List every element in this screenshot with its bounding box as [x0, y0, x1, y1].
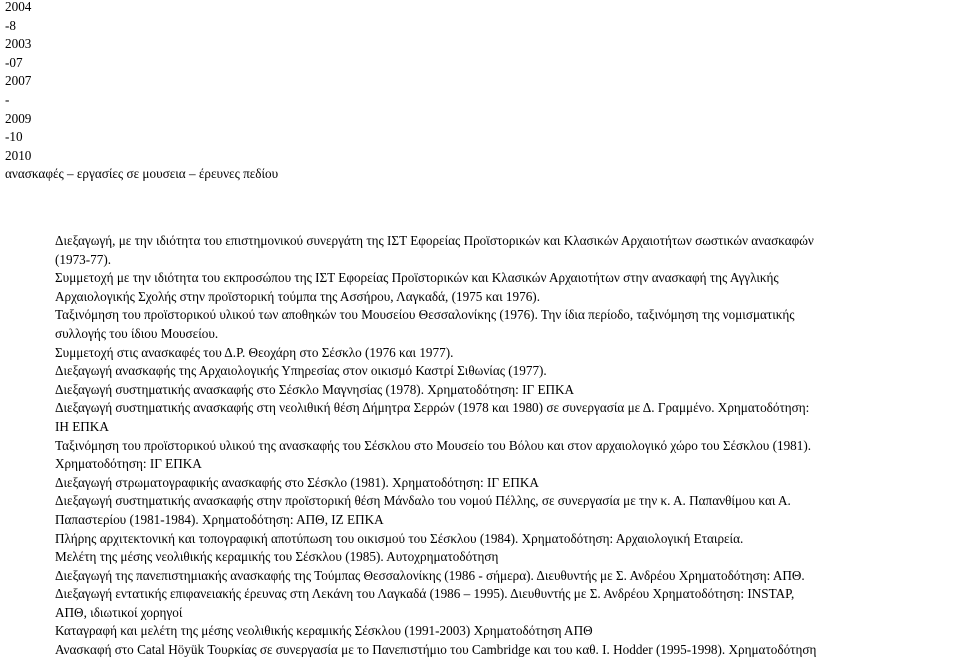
nav-separator[interactable]: -	[5, 91, 10, 107]
text-line: Διεξαγωγή εντατικής επιφανειακής έρευνας στη Λεκάνη του Λαγκαδά (1986 – 1995). Διευθυντής με Σ. Ανδρέου Χρηματοδότηση: INSTAP,	[55, 586, 795, 602]
text-line: Μελέτη της μέσης νεολιθικής κεραμικής του Σέσκλου (1985). Αυτοχρηματοδότηση	[55, 549, 499, 565]
text-line: Διεξαγωγή της πανεπιστημιακής ανασκαφής της Τούμπας Θεσσαλονίκης (1986 - σήμερα). Διευθυντής με Σ. Ανδρέου Χρηματοδότηση: ΑΠΘ.	[55, 567, 805, 583]
text-line: Αρχαιολογικής Σχολής στην προϊστορική τούμπα της Ασσήρου, Λαγκαδά, (1975 και 1976).	[55, 288, 540, 304]
nav-year-07[interactable]: -07	[5, 54, 23, 70]
text-line: Καταγραφή και μελέτη της μέσης νεολιθικής κεραμικής Σέσκλου (1991-2003) Χρηματοδότηση ΑΠΘ	[55, 623, 593, 639]
text-line: Συμμετοχή στις ανασκαφές του Δ.Ρ. Θεοχάρη στο Σέσκλο (1976 και 1977).	[55, 344, 454, 360]
text-line: Ταξινόμηση του προϊστορικού υλικού των αποθηκών του Μουσείου Θεσσαλονίκης (1976). Την ίδια περίοδο, ταξινόμηση της νομισματικής	[55, 307, 795, 323]
nav-year-2004[interactable]: 2004	[5, 0, 32, 14]
nav-year-2010[interactable]: 2010	[5, 147, 32, 163]
text-line: Πλήρης αρχιτεκτονική και τοπογραφική αποτύπωση του οικισμού του Σέσκλου (1984). Χρηματοδότηση: Αρχαιολογική Εταιρεία.	[55, 530, 744, 546]
text-line: ΙΗ ΕΠΚΑ	[55, 418, 109, 434]
nav-year-2007[interactable]: 2007	[5, 73, 32, 89]
activities-list	[55, 232, 955, 660]
nav-year-2003[interactable]: 2003	[5, 36, 32, 52]
text-line: (1973-77).	[55, 251, 112, 267]
nav-year-2009[interactable]: 2009	[5, 110, 32, 126]
text-line: Συμμετοχή με την ιδιότητα του εκπροσώπου της ΙΣΤ Εφορείας Προϊστορικών και Κλασικών Αρχαιοτήτων στην ανασκαφή της Αγγλικής	[55, 270, 779, 286]
text-line: Χρηματοδότηση: ΙΓ ΕΠΚΑ	[55, 456, 202, 472]
nav-year-8[interactable]: -8	[5, 17, 16, 33]
text-line: Διεξαγωγή συστηματικής ανασκαφής στην προϊστορική θέση Μάνδαλο του νομού Πέλλης, σε συνεργασία με την κ. Α. Παπανθίμου και Α.	[55, 493, 791, 509]
text-line: Διεξαγωγή συστηματικής ανασκαφής στο Σέσκλο Μαγνησίας (1978). Χρηματοδότηση: ΙΓ ΕΠΚΑ	[55, 381, 575, 397]
text-line: Διεξαγωγή στρωματογραφικής ανασκαφής στο Σέσκλο (1981). Χρηματοδότηση: ΙΓ ΕΠΚΑ	[55, 474, 539, 490]
nav-year-10[interactable]: -10	[5, 129, 23, 145]
text-line: Διεξαγωγή, με την ιδιότητα του επιστημονικού συνεργάτη της ΙΣΤ Εφορείας Προϊστορικών και Κλασικών Αρχαιοτήτων σωστικών ανασκαφών	[55, 233, 814, 248]
text-line: Διεξαγωγή συστηματικής ανασκαφής στη νεολιθική θέση Δήμητρα Σερρών (1978 και 1980) σε συνεργασία με Δ. Γραμμένο. Χρηματοδότηση:	[55, 400, 810, 416]
year-navigation	[5, 0, 278, 184]
text-line: ΑΠΘ, ιδιωτικοί χορηγοί	[55, 604, 183, 620]
text-line: Ταξινόμηση του προϊστορικού υλικού της ανασκαφής του Σέσκλου στο Μουσείο του Βόλου και στον αρχαιολογικό χώρο του Σέσκλου (1981).	[55, 437, 812, 453]
text-line: Διεξαγωγή ανασκαφής της Αρχαιολογικής Υπηρεσίας στον οικισμό Καστρί Σιθωνίας (1977).	[55, 363, 547, 379]
nav-sections-link[interactable]: ανασκαφές – εργασίες σε μουσεια – έρευνες πεδίου	[5, 166, 279, 182]
text-line: συλλογής του ίδιου Μουσείου.	[55, 325, 219, 341]
text-line: Ανασκαφή στο Catal Höyük Τουρκίας σε συνεργασία με το Πανεπιστήμιο του Cambridge και του καθ. I. Hodder (1995-1998). Χρηματοδότηση	[55, 642, 817, 658]
text-line: Παπαστερίου (1981-1984). Χρηματοδότηση: ΑΠΘ, ΙΖ ΕΠΚΑ	[55, 511, 384, 527]
